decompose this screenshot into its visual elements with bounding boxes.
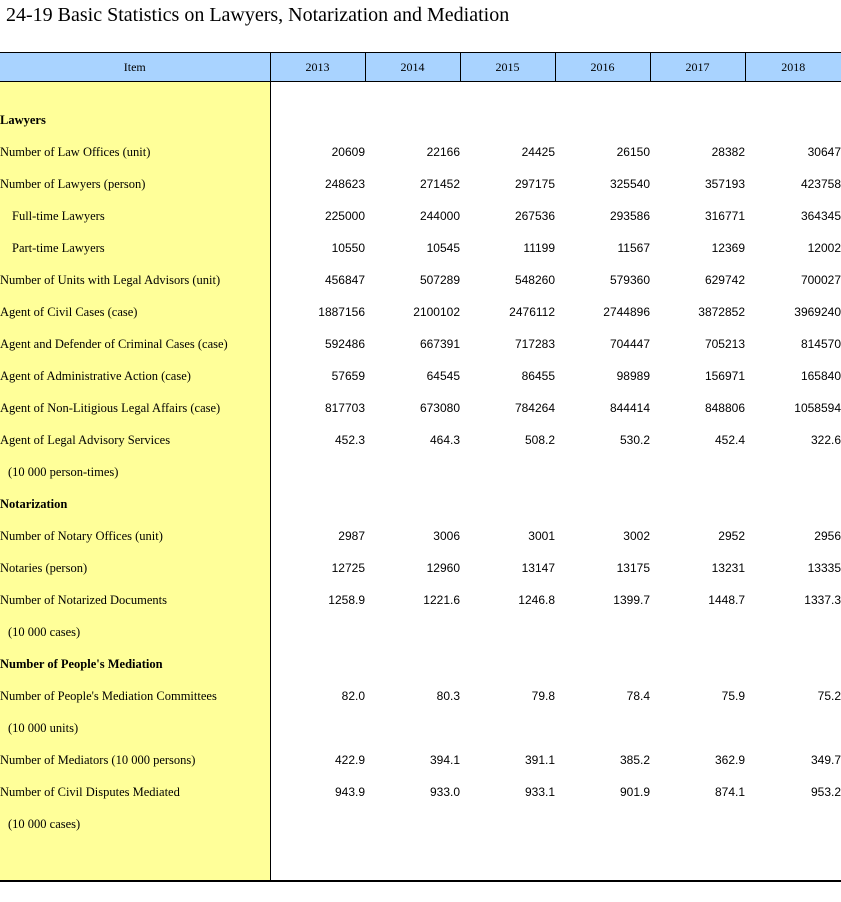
value-cell	[365, 712, 460, 744]
value-cell: 422.9	[334, 753, 365, 767]
value-cell: 30647	[807, 145, 841, 159]
value-cell: 464.3	[429, 433, 460, 447]
table-header-row	[0, 53, 841, 82]
value-cell	[555, 808, 650, 840]
value-cell: 3002	[623, 529, 650, 543]
value-cell: 3969240	[794, 305, 841, 319]
table-row	[0, 296, 841, 328]
value-cell: 700027	[800, 273, 841, 287]
row-label: Number of People's Mediation Committees	[0, 680, 270, 712]
value-cell: 364345	[800, 209, 841, 223]
row-label: Full-time Lawyers	[0, 200, 270, 232]
table-row	[0, 808, 841, 840]
value-cell	[745, 456, 841, 488]
value-cell: 22166	[426, 145, 460, 159]
row-label: Number of Law Offices (unit)	[0, 136, 270, 168]
table-row	[0, 456, 841, 488]
value-cell: 1337.3	[804, 593, 841, 607]
table-row	[0, 392, 841, 424]
value-cell: 156971	[704, 369, 745, 383]
table-row	[0, 520, 841, 552]
value-cell: 2952	[718, 529, 745, 543]
value-cell: 316771	[704, 209, 745, 223]
value-cell: 24425	[521, 145, 555, 159]
value-cell: 248623	[324, 177, 365, 191]
row-label: Number of Notary Offices (unit)	[0, 520, 270, 552]
value-cell: 953.2	[810, 785, 841, 799]
value-cell	[365, 808, 460, 840]
value-cell	[745, 104, 841, 136]
table-cell	[555, 840, 650, 881]
value-cell: 12725	[331, 561, 365, 575]
row-label: Number of Notarized Documents	[0, 584, 270, 616]
table-row	[0, 488, 841, 520]
value-cell: 667391	[419, 337, 460, 351]
table-cell	[745, 82, 841, 105]
value-cell: 673080	[419, 401, 460, 415]
row-label: Agent and Defender of Criminal Cases (case)	[0, 328, 270, 360]
table-row	[0, 104, 841, 136]
row-label: Number of Lawyers (person)	[0, 168, 270, 200]
value-cell: 82.0	[341, 689, 365, 703]
table-row	[0, 424, 841, 456]
value-cell: 629742	[704, 273, 745, 287]
table-row	[0, 168, 841, 200]
table-row	[0, 200, 841, 232]
value-cell: 13147	[521, 561, 555, 575]
value-cell	[365, 104, 460, 136]
value-cell: 2956	[814, 529, 841, 543]
table-row	[0, 648, 841, 680]
table-row	[0, 776, 841, 808]
value-cell	[270, 104, 365, 136]
value-cell	[460, 648, 555, 680]
table-cell-item	[0, 840, 270, 881]
value-cell: 98989	[616, 369, 650, 383]
value-cell	[460, 456, 555, 488]
table-cell	[365, 840, 460, 881]
value-cell: 362.9	[714, 753, 745, 767]
value-cell	[460, 488, 555, 520]
value-cell: 271452	[419, 177, 460, 191]
value-cell	[270, 808, 365, 840]
value-cell	[650, 104, 745, 136]
value-cell	[745, 808, 841, 840]
column-header-item: Item	[0, 53, 270, 82]
value-cell	[745, 616, 841, 648]
value-cell: 2987	[338, 529, 365, 543]
row-label: Number of Units with Legal Advisors (unit)	[0, 264, 270, 296]
row-label: Agent of Administrative Action (case)	[0, 360, 270, 392]
value-cell: 507289	[419, 273, 460, 287]
statistics-table	[0, 52, 841, 882]
table-cell	[460, 840, 555, 881]
table-cell-item	[0, 82, 270, 105]
column-header-year: 2018	[745, 53, 841, 82]
value-cell: 293586	[609, 209, 650, 223]
value-cell: 325540	[609, 177, 650, 191]
value-cell: 548260	[514, 273, 555, 287]
section-heading: Lawyers	[0, 104, 270, 136]
value-cell	[555, 616, 650, 648]
value-cell	[460, 712, 555, 744]
table-row	[0, 680, 841, 712]
table-row	[0, 136, 841, 168]
value-cell: 1399.7	[613, 593, 650, 607]
value-cell	[555, 648, 650, 680]
value-cell	[270, 648, 365, 680]
value-cell	[270, 488, 365, 520]
table-row	[0, 744, 841, 776]
table-row	[0, 584, 841, 616]
row-label: Agent of Non-Litigious Legal Affairs (case)	[0, 392, 270, 424]
row-label: Agent of Civil Cases (case)	[0, 296, 270, 328]
value-cell	[365, 648, 460, 680]
value-cell: 2744896	[603, 305, 650, 319]
value-cell: 322.6	[810, 433, 841, 447]
table-cell	[270, 82, 365, 105]
table-row	[0, 712, 841, 744]
value-cell: 57659	[331, 369, 365, 383]
value-cell: 1058594	[794, 401, 841, 415]
value-cell: 1246.8	[518, 593, 555, 607]
value-cell: 530.2	[619, 433, 650, 447]
value-cell: 2476112	[509, 305, 555, 319]
row-label: Number of Mediators (10 000 persons)	[0, 744, 270, 776]
value-cell	[650, 456, 745, 488]
value-cell: 64545	[426, 369, 460, 383]
value-cell: 1887156	[318, 305, 365, 319]
value-cell: 814570	[800, 337, 841, 351]
value-cell: 579360	[609, 273, 650, 287]
value-cell: 79.8	[531, 689, 555, 703]
value-cell: 11199	[523, 241, 555, 255]
value-cell: 704447	[609, 337, 650, 351]
value-cell: 12002	[807, 241, 841, 255]
value-cell: 28382	[711, 145, 745, 159]
value-cell	[365, 456, 460, 488]
value-cell: 10550	[331, 241, 365, 255]
value-cell: 297175	[514, 177, 555, 191]
value-cell: 385.2	[619, 753, 650, 767]
value-cell	[745, 488, 841, 520]
value-cell: 357193	[704, 177, 745, 191]
value-cell: 26150	[616, 145, 650, 159]
row-label: Agent of Legal Advisory Services	[0, 424, 270, 456]
value-cell: 244000	[419, 209, 460, 223]
value-cell	[745, 712, 841, 744]
column-header-year: 2013	[270, 53, 365, 82]
statistics-table-container	[0, 52, 841, 882]
value-cell: 13231	[711, 561, 745, 575]
table-row	[0, 360, 841, 392]
value-cell: 86455	[521, 369, 555, 383]
value-cell: 75.9	[721, 689, 745, 703]
section-heading: Notarization	[0, 488, 270, 520]
value-cell: 592486	[324, 337, 365, 351]
value-cell: 844414	[609, 401, 650, 415]
table-row	[0, 264, 841, 296]
value-cell: 3001	[528, 529, 555, 543]
value-cell: 10545	[426, 241, 460, 255]
value-cell: 13335	[807, 561, 841, 575]
value-cell	[460, 808, 555, 840]
value-cell	[270, 712, 365, 744]
value-cell: 1221.6	[423, 593, 460, 607]
row-label: (10 000 cases)	[0, 616, 270, 648]
table-cell	[555, 82, 650, 105]
table-row	[0, 616, 841, 648]
value-cell: 1448.7	[708, 593, 745, 607]
value-cell	[270, 616, 365, 648]
table-cell	[460, 82, 555, 105]
column-header-year: 2017	[650, 53, 745, 82]
value-cell: 452.4	[714, 433, 745, 447]
column-header-year: 2016	[555, 53, 650, 82]
value-cell	[365, 488, 460, 520]
value-cell: 11567	[617, 241, 650, 255]
row-label: Notaries (person)	[0, 552, 270, 584]
value-cell	[650, 616, 745, 648]
row-label: Number of Civil Disputes Mediated	[0, 776, 270, 808]
value-cell	[555, 712, 650, 744]
value-cell	[650, 808, 745, 840]
row-label: (10 000 person-times)	[0, 456, 270, 488]
value-cell: 20609	[331, 145, 365, 159]
value-cell	[650, 648, 745, 680]
value-cell: 12369	[711, 241, 745, 255]
value-cell: 391.1	[524, 753, 555, 767]
value-cell: 13175	[616, 561, 650, 575]
value-cell: 1258.9	[328, 593, 365, 607]
value-cell: 423758	[800, 177, 841, 191]
value-cell	[460, 616, 555, 648]
value-cell: 717283	[514, 337, 555, 351]
value-cell	[650, 488, 745, 520]
table-row	[0, 328, 841, 360]
value-cell	[555, 456, 650, 488]
value-cell	[270, 456, 365, 488]
value-cell: 75.2	[817, 689, 841, 703]
value-cell: 848806	[704, 401, 745, 415]
value-cell: 267536	[514, 209, 555, 223]
value-cell: 874.1	[714, 785, 745, 799]
value-cell	[650, 712, 745, 744]
value-cell	[745, 648, 841, 680]
value-cell: 933.1	[524, 785, 555, 799]
value-cell: 508.2	[524, 433, 555, 447]
value-cell: 2100102	[413, 305, 460, 319]
table-cell	[650, 840, 745, 881]
row-label: (10 000 cases)	[0, 808, 270, 840]
table-row	[0, 552, 841, 584]
value-cell: 705213	[704, 337, 745, 351]
value-cell: 3006	[433, 529, 460, 543]
table-spacer-row	[0, 82, 841, 105]
value-cell: 12960	[426, 561, 460, 575]
value-cell: 456847	[324, 273, 365, 287]
value-cell: 165840	[800, 369, 841, 383]
column-header-year: 2015	[460, 53, 555, 82]
column-header-year: 2014	[365, 53, 460, 82]
table-cell	[270, 840, 365, 881]
value-cell	[460, 104, 555, 136]
value-cell: 943.9	[334, 785, 365, 799]
value-cell: 817703	[324, 401, 365, 415]
value-cell: 225000	[324, 209, 365, 223]
table-cell	[745, 840, 841, 881]
table-body	[0, 82, 841, 882]
value-cell: 78.4	[626, 689, 650, 703]
value-cell: 394.1	[429, 753, 460, 767]
value-cell: 80.3	[436, 689, 460, 703]
table-cell	[365, 82, 460, 105]
value-cell: 3872852	[698, 305, 745, 319]
page-title: 24-19 Basic Statistics on Lawyers, Notarization and Mediation	[6, 4, 510, 26]
value-cell	[555, 488, 650, 520]
value-cell	[365, 616, 460, 648]
row-label: (10 000 units)	[0, 712, 270, 744]
value-cell: 452.3	[334, 433, 365, 447]
row-label: Part-time Lawyers	[0, 232, 270, 264]
table-row	[0, 232, 841, 264]
value-cell: 933.0	[429, 785, 460, 799]
value-cell: 784264	[514, 401, 555, 415]
section-heading: Number of People's Mediation	[0, 648, 270, 680]
table-cell	[650, 82, 745, 105]
value-cell: 901.9	[619, 785, 650, 799]
value-cell: 349.7	[810, 753, 841, 767]
table-tail-row	[0, 840, 841, 881]
value-cell	[555, 104, 650, 136]
